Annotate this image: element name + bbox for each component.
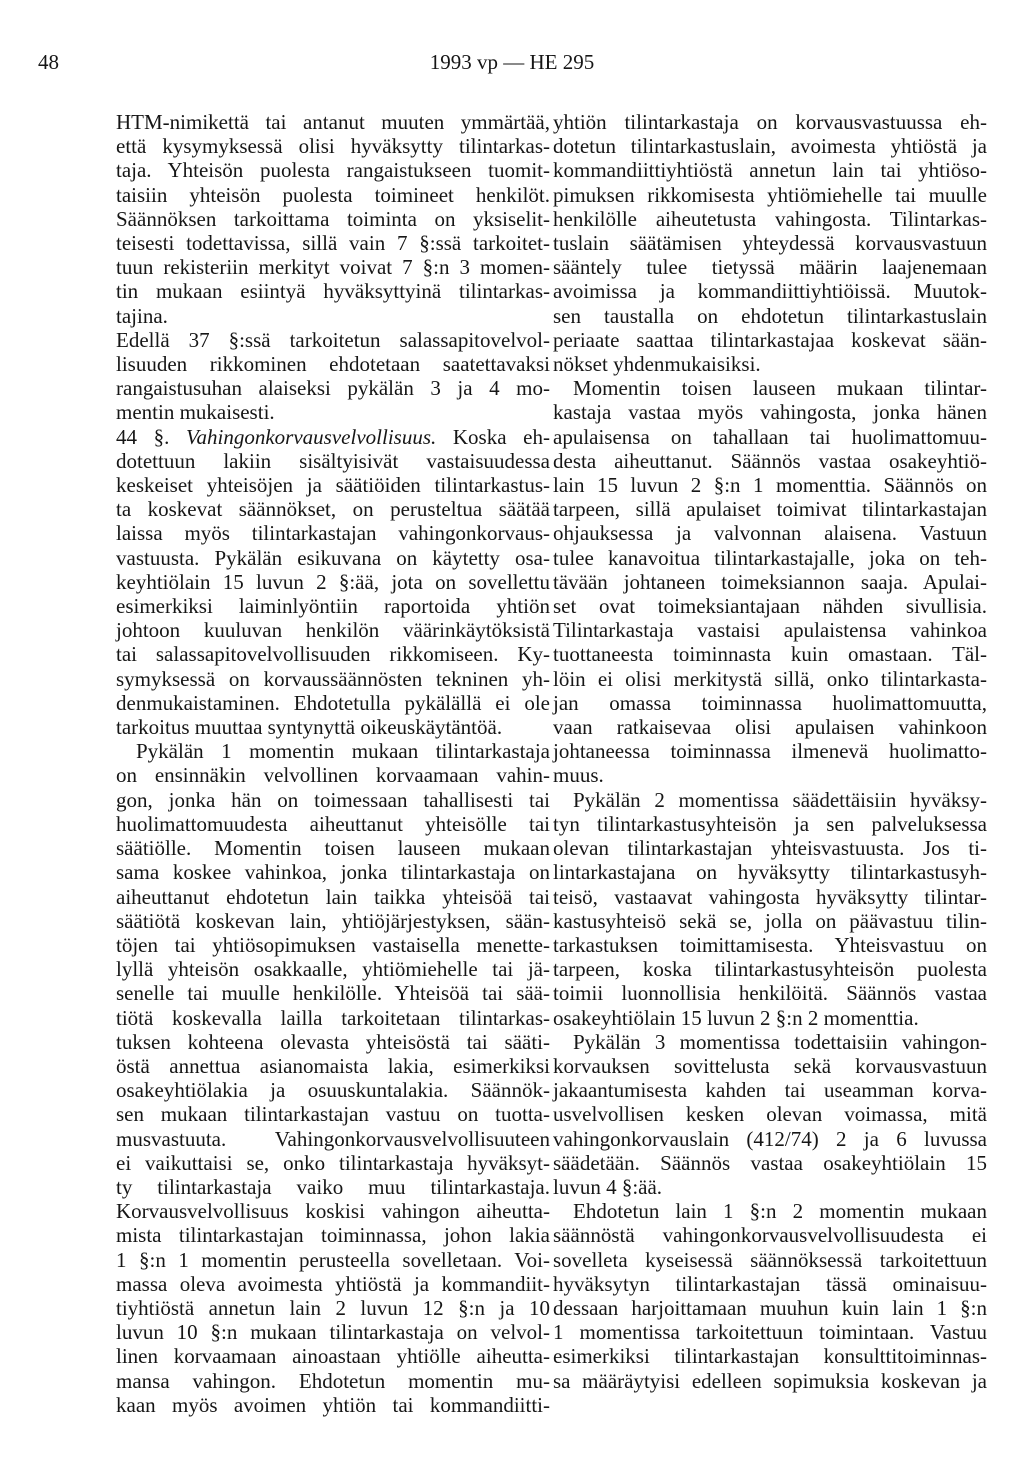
- text-line: keskeiset yhteisöjen ja säätiöiden tilintarkastus-: [116, 473, 550, 498]
- text-line: muus.: [553, 763, 604, 788]
- text-line: luvun 10 §:n mukaan tilintarkastaja on velvol-: [116, 1320, 550, 1345]
- section-heading-line: [116, 425, 550, 449]
- section-number: 44 §.: [116, 424, 170, 449]
- text-line: dotetun tilintarkastuslain, avoimesta yhtiöstä ja: [553, 134, 987, 159]
- paragraph: [116, 110, 550, 207]
- text-line: tyn tilintarkastusyhteisön ja sen palveluksessa: [553, 811, 987, 836]
- text-line: tuslain säätämisen yhteydessä korvausvastuun: [553, 231, 987, 256]
- text-line: sa määräytyisi edelleen sopimuksia koskevan ja: [553, 1368, 987, 1393]
- text-line: vaan ratkaisevaa olisi apulaisen vahinkoon: [553, 715, 987, 740]
- paragraph: [553, 788, 987, 1030]
- running-head: 1993 vp — HE 295: [429, 50, 595, 74]
- paragraph: [553, 1030, 987, 1199]
- text-line: HTM-nimikettä tai antanut muuten ymmärtää,: [116, 110, 550, 134]
- text-line: löin ei olisi merkitystä sillä, onko tilintarkasta-: [553, 666, 987, 691]
- text-line: musvastuuta. Vahingonkorvausvelvollisuuteen: [116, 1126, 550, 1151]
- text-line: lintarkastajana on hyväksytty tilintarkastusyh-: [553, 860, 987, 885]
- text-line: Edellä 37 §:ssä tarkoitetun salassapitovelvol-: [116, 327, 550, 352]
- paragraph: [116, 739, 550, 1417]
- text-line: massa oleva avoimesta yhtiöstä ja kommandiit-: [116, 1271, 550, 1296]
- text-line: taja. Yhteisön puolesta rangaistukseen tuomit-: [116, 158, 550, 183]
- text-line: pimuksen rikkomisesta yhtiömiehelle tai muulle: [553, 182, 987, 207]
- text-line: Momentin toisen lauseen mukaan tilintar-: [573, 376, 987, 401]
- text-line: Pykälän 2 momentissa säädettäisiin hyväksy-: [573, 787, 987, 812]
- text-line: symyksessä on korvaussäännösten tekninen yh-: [116, 666, 550, 691]
- text-line: rangaistusuhan alaiseksi pykälän 3 ja 4 mo-: [116, 376, 550, 401]
- text-line: nökset yhdenmukaisiksi.: [553, 352, 761, 377]
- text-line: vahingonkorvauslain (412/74) 2 ja 6 luvussa: [553, 1126, 987, 1151]
- text-line: Pykälän 1 momentin mukaan tilintarkastaja: [136, 739, 550, 764]
- text-line: vastuusta. Pykälän esikuvana on käytetty osa-: [116, 545, 550, 570]
- text-line: tiötä koskevalla lailla tarkoitetaan tilintarkas-: [116, 1005, 550, 1030]
- text-line: ty tilintarkastaja vaiko muu tilintarkastaja.: [116, 1174, 550, 1199]
- text-line: esimerkiksi tilintarkastajan konsulttitoiminnas-: [553, 1344, 987, 1369]
- text-line: lyllä yhteisön osakkaalle, yhtiömiehelle tai jä-: [116, 957, 550, 982]
- text-line: töjen tai yhtiösopimuksen vastaisella menette-: [116, 932, 550, 957]
- text-line: johtoon kuuluvan henkilön väärinkäytöksistä: [116, 618, 550, 643]
- text-line: tarpeen, sillä apulaiset toimivat tilintarkastajan: [553, 497, 987, 522]
- text-line: sääntely tulee tietyssä määrin laajenemaan: [553, 255, 987, 280]
- text-line: sen taustalla on ehdotetun tilintarkastuslain: [553, 303, 987, 328]
- right-column: [553, 110, 987, 1393]
- text-line: senelle tai muulle henkilölle. Yhteisöä tai sää-: [116, 981, 550, 1006]
- text-line: mista tilintarkastajan toiminnassa, johon lakia: [116, 1223, 550, 1248]
- text-line: tuksen kohteena olevasta yhteisöstä tai sääti-: [116, 1029, 550, 1054]
- text-line: säännöstä vahingonkorvausvelvollisuudesta ei: [553, 1223, 987, 1248]
- text-line: säädetään. Säännös vastaa osakeyhtiölain 15: [553, 1150, 987, 1175]
- text-line: hyväksytyn tilintarkastajan tässä ominaisuu-: [553, 1271, 987, 1296]
- text-line: sovelleta kyseisessä säännöksessä tarkoitettuun: [553, 1247, 987, 1272]
- text-line: tulee kanavoitua tilintarkastajalle, joka on teh-: [553, 545, 987, 570]
- text-line: teisö, vastaavat vahingosta hyväksytty tilintar-: [553, 884, 987, 909]
- text-line: tarkoitus muuttaa syntynyttä oikeuskäytäntöä.: [116, 715, 503, 740]
- text-line: östä annettua asianomaista lakia, esimerkiksi: [116, 1053, 550, 1078]
- text-line: kaan myös avoimen yhtiön tai kommandiitti-: [116, 1392, 550, 1417]
- paragraph: [553, 376, 987, 787]
- text-line: Korvausvelvollisuus koskisi vahingon aiheutta-: [116, 1199, 550, 1224]
- text-line: 1 momentissa tarkoitettuun toimintaan. Vastuu: [553, 1320, 987, 1345]
- text-line: teisesti todettavissa, sillä vain 7 §:ssä tarkoitet-: [116, 231, 550, 256]
- text-line: olevan tilintarkastajan yhteisvastuusta. Jos ti-: [553, 836, 987, 861]
- text-line: sen mukaan tilintarkastajan vastuu on tuotta-: [116, 1102, 550, 1127]
- page-header: [0, 50, 1024, 84]
- text-line: tai salassapitovelvollisuuden rikkomiseen. Ky-: [116, 642, 550, 667]
- text-line: denmukaistaminen. Ehdotetulla pykälällä ei ole: [116, 690, 550, 715]
- text-line: gon, jonka hän on toimessaan tahallisesti tai: [116, 787, 550, 812]
- text-line: säätiölle. Momentin toisen lauseen mukaan: [116, 836, 550, 861]
- page-number: 48: [38, 50, 59, 74]
- text-line: tin mukaan esiintyä hyväksyttyinä tilintarkas-: [116, 279, 550, 304]
- text-line: korvauksen sovittelusta sekä korvausvastuun: [553, 1053, 987, 1078]
- text-fragment: Koska eh-: [436, 424, 550, 449]
- text-line: mansa vahingon. Ehdotetun momentin mu-: [116, 1368, 550, 1393]
- text-line: ohjauksessa ja valvonnan alaisena. Vastuun: [553, 521, 987, 546]
- text-line: säätiötä koskevan lain, yhtiöjärjestyksen, sään-: [116, 908, 550, 933]
- text-line: kastaja vastaa myös vahingosta, jonka hänen: [553, 400, 987, 425]
- section-44-paragraph: [116, 425, 550, 740]
- text-line: toimii luonnollisia henkilöitä. Säännös vastaa: [553, 981, 987, 1006]
- text-line: että kysymyksessä olisi hyväksytty tilintarkas-: [116, 134, 550, 159]
- left-column: [116, 110, 550, 1417]
- text-line: kastusyhteisö sekä se, jolla on päävastuu tilin-: [553, 908, 987, 933]
- text-line: esimerkiksi laiminlyöntiin raportoida yhtiön: [116, 594, 550, 619]
- text-line: ta koskevat säännökset, on perusteltua säätää: [116, 497, 550, 522]
- text-line: laissa myös tilintarkastajan vahingonkorvaus-: [116, 521, 550, 546]
- text-line: sama koskee vahinkoa, jonka tilintarkastaja on: [116, 860, 550, 885]
- text-line: taisiin yhteisön puolesta toimineet henkilöt.: [116, 182, 550, 207]
- text-line: luvun 4 §:ää.: [553, 1174, 663, 1199]
- text-line: lisuuden rikkominen ehdotetaan saatettavaksi: [116, 352, 550, 377]
- text-line: tiyhtiöstä annetun lain 2 luvun 12 §:n ja 10: [116, 1295, 550, 1320]
- paragraph: [553, 1199, 987, 1393]
- text-line: keyhtiölain 15 luvun 2 §:ää, jota on sovellettu: [116, 569, 550, 594]
- text-line: jan omassa toiminnassa huolimattomuutta,: [553, 690, 987, 715]
- text-line: avoimissa ja kommandiittiyhtiöissä. Muutok-: [553, 279, 987, 304]
- text-line: ei vaikuttaisi se, onko tilintarkastaja hyväksyt-: [116, 1150, 550, 1175]
- text-line: jakaantumisesta kahden tai useamman korva-: [553, 1078, 987, 1103]
- text-line: kommandiittiyhtiöstä annetun lain tai yhtiöso-: [553, 158, 987, 183]
- section-title: Vahingonkorvausvelvollisuus.: [186, 424, 437, 449]
- text-line: tuun rekisteriin merkityt voivat 7 §:n 3 momen-: [116, 255, 550, 280]
- text-line: Säännöksen tarkoittama toiminta on yksiselit-: [116, 206, 550, 231]
- text-line: tuottaneesta toiminnasta kuin omastaan. Täl-: [553, 642, 987, 667]
- text-line: apulaisensa on tahallaan tai huolimattomuu-: [553, 424, 987, 449]
- text-line: osakeyhtiölakia ja osuuskuntalakia. Säännök-: [116, 1078, 550, 1103]
- text-line: tarpeen, koska tilintarkastusyhteisön puolesta: [553, 957, 987, 982]
- paragraph: [553, 110, 987, 376]
- text-line: Ehdotetun lain 1 §:n 2 momentin mukaan: [573, 1199, 987, 1224]
- text-line: lain 15 luvun 2 §:n 1 momenttia. Säännös on: [553, 473, 987, 498]
- text-line: tävään johtaneen toimeksiannon saaja. Apulai-: [553, 569, 987, 594]
- text-line: yhtiön tilintarkastaja on korvausvastuussa eh-: [553, 110, 987, 134]
- text-line: huolimattomuudesta aiheuttanut yhteisölle tai: [116, 811, 550, 836]
- text-line: linen korvaamaan ainoastaan yhtiölle aiheutta-: [116, 1344, 550, 1369]
- text-line: osakeyhtiölain 15 luvun 2 §:n 2 momenttia.: [553, 1005, 919, 1030]
- text-line: Pykälän 3 momentissa todettaisiin vahingon-: [573, 1029, 987, 1054]
- text-line: tajina.: [116, 303, 168, 328]
- text-line: johtaneessa toiminnassa ilmenevä huolimatto-: [553, 739, 987, 764]
- text-line: set ovat toimeksiantajaan nähden sivullisia.: [553, 594, 987, 619]
- paragraph: [116, 328, 550, 425]
- text-line: mentin mukaisesti.: [116, 400, 275, 425]
- text-line: Tilintarkastaja vastaisi apulaistensa vahinkoa: [553, 618, 987, 643]
- text-line: on ensinnäkin velvollinen korvaamaan vahin-: [116, 763, 550, 788]
- text-line: 1 §:n 1 momentin perusteella sovelletaan. Voi-: [116, 1247, 550, 1272]
- text-line: periaate saattaa tilintarkastajaa koskevat sään-: [553, 327, 987, 352]
- text-line: dessaan harjoittamaan muuhun kuin lain 1 §:n: [553, 1295, 987, 1320]
- text-line: desta aiheuttanut. Säännös vastaa osakeyhtiö-: [553, 448, 987, 473]
- text-line: dotettuun lakiin sisältyisivät vastaisuudessa: [116, 448, 550, 473]
- text-line: tarkastuksen toimittamisesta. Yhteisvastuu on: [553, 932, 987, 957]
- text-line: usvelvollisen kesken olevan voimassa, mitä: [553, 1102, 987, 1127]
- text-line: aiheuttanut ehdotetun lain taikka yhteisöä tai: [116, 884, 550, 909]
- text-line: henkilölle aiheutetusta vahingosta. Tilintarkas-: [553, 206, 987, 231]
- paragraph: [116, 207, 550, 328]
